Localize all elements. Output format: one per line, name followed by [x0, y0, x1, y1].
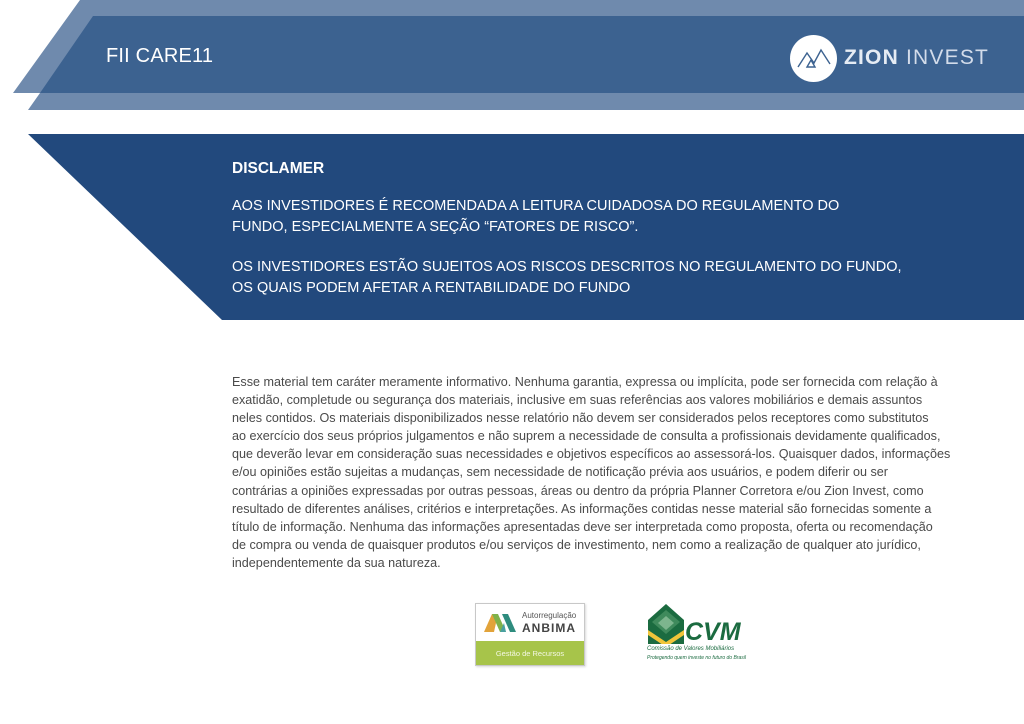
disclaimer-line: AOS INVESTIDORES É RECOMENDADA A LEITURA CUIDADOSA DO REGULAMENTO DO [232, 198, 840, 214]
legal-line: de compra ou venda de quaisquer produtos e/ou serviços de investimento, nem como a realização de qualquer ato jurídico, [232, 537, 921, 552]
legal-line: que deverão levar em consideração suas necessidades e objetivos específicos ao assessorá-los. Quaisquer dados, informações [232, 447, 951, 462]
disclaimer-section [232, 160, 932, 318]
brand-name: ZION INVEST [844, 46, 990, 69]
cvm-logo-icon [648, 604, 684, 644]
legal-line: título de informação. Nenhuma das informações apresentadas deve ser interpretada como proposta, oferta ou recomendação [232, 519, 933, 534]
disclaimer-paragraph-1 [232, 196, 932, 237]
disclaimer-title: DISCLAMER [232, 160, 325, 177]
document-title: FII CARE11 [106, 45, 214, 67]
legal-line: exatidão, completude ou segurança dos materiais, inclusive em suas referências aos valores mobiliários e demais assuntos [232, 393, 923, 408]
legal-line: neles contidos. Os materiais disponibilizados nesse relatório não devem ser considerados pelos receptores como substitutos [232, 411, 929, 426]
cvm-tagline: Protegendo quem investe no futuro do Brasil [647, 655, 746, 661]
anbima-seal [475, 603, 585, 666]
legal-line: contrárias a opiniões expressadas por outras pessoas, áreas ou dentro da própria Planner Corretora e/ou Zion Invest, como [232, 483, 924, 498]
legal-line: ao exercício dos seus próprios julgamentos e não suprem a necessidade de consulta a profissionais devidamente qualificados, [232, 429, 941, 444]
mountain-logo-icon [790, 35, 837, 82]
legal-line: e/ou opiniões estão sujeitas a mudanças, sem necessidade de notificação prévia aos usuários, e podem diferir ou ser [232, 465, 888, 480]
legal-line: independentemente da sua natureza. [232, 555, 441, 570]
legal-notice [232, 373, 992, 572]
anbima-logo-icon [484, 612, 518, 634]
cvm-name: CVM [685, 618, 741, 646]
anbima-label: Autorregulação [522, 611, 577, 620]
disclaimer-line: OS INVESTIDORES ESTÃO SUJEITOS AOS RISCOS DESCRITOS NO REGULAMENTO DO FUNDO, [232, 259, 902, 275]
zion-invest-logo [790, 34, 989, 82]
disclaimer-line: OS QUAIS PODEM AFETAR A RENTABILIDADE DO FUNDO [232, 279, 631, 296]
cvm-seal [645, 602, 750, 668]
cvm-subtitle: Comissão de Valores Mobiliários [647, 646, 735, 652]
anbima-category: Gestão de Recursos [476, 641, 584, 665]
legal-line: resultado de diferentes análises, critérios e interpretações. As informações contidas nesse material são fornecidas somente a [232, 501, 932, 516]
disclaimer-paragraph-2 [232, 257, 932, 298]
legal-line: Esse material tem caráter meramente informativo. Nenhuma garantia, expressa ou implícita, pode ser fornecida com relação à [232, 375, 938, 389]
disclaimer-line: FUNDO, ESPECIALMENTE A SEÇÃO “FATORES DE RISCO”. [232, 218, 639, 235]
anbima-name: ANBIMA [522, 621, 576, 635]
